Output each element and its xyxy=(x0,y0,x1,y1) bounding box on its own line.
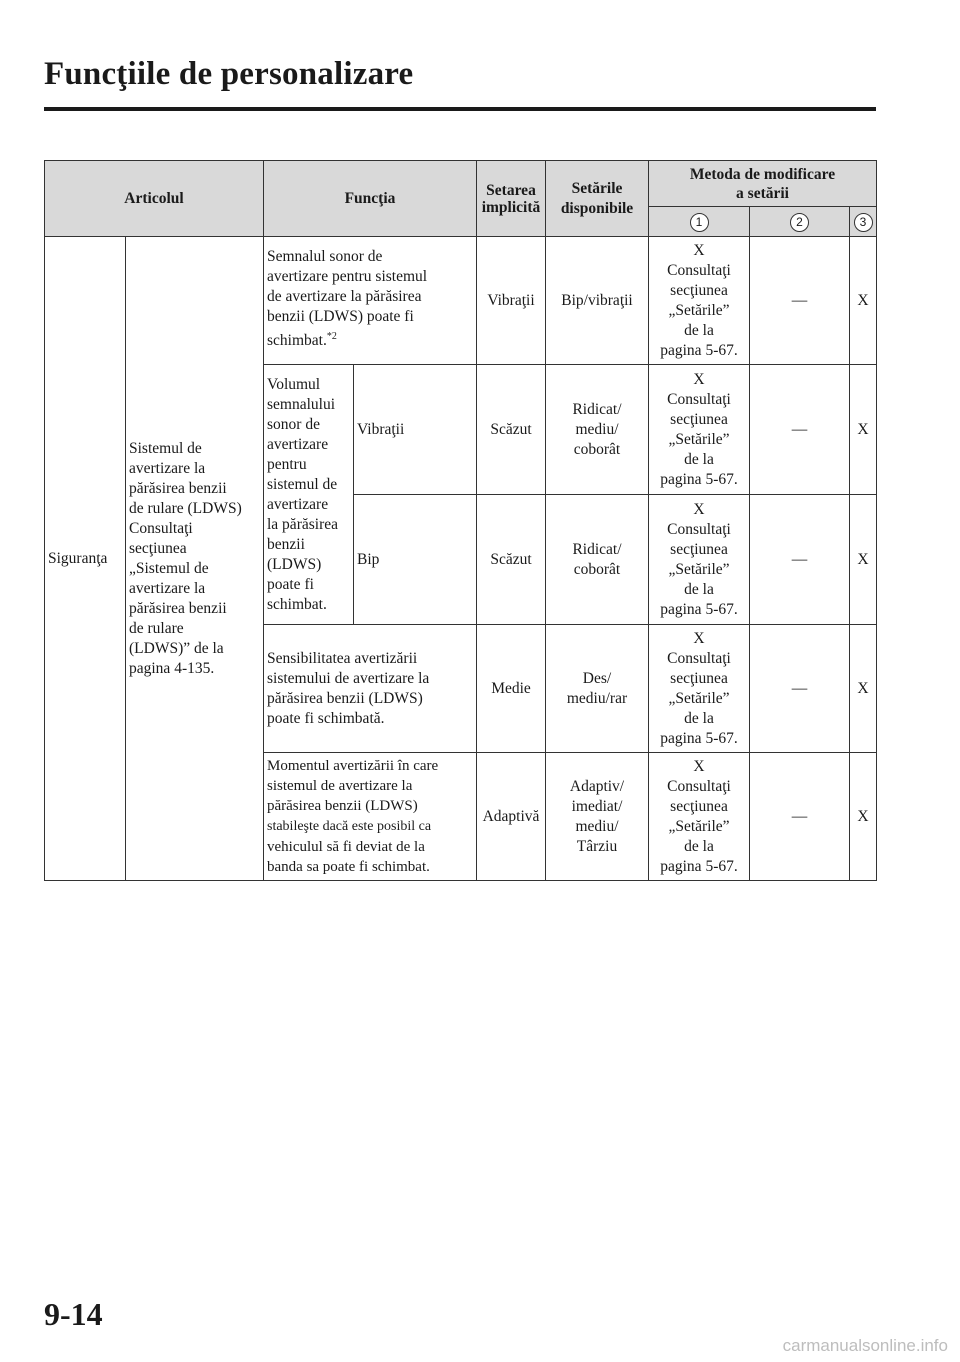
circled-number-2-icon: 2 xyxy=(790,213,809,232)
default-value: Adaptivă xyxy=(477,753,546,881)
page-title: Funcţiile de personalizare xyxy=(44,56,414,92)
header-item: Articolul xyxy=(45,161,264,237)
method-2-cell: — xyxy=(750,495,850,625)
watermark: carmanualsonline.info xyxy=(782,1336,948,1355)
function-cell: Semnalul sonor de avertizare pentru sistemul de avertizare la părăsirea benzii (LDWS) poate fi schimbat.$^{*2}$ xyxy=(264,237,477,365)
function-cell: Sensibilitatea avertizării sistemului de avertizare la părăsirea benzii (LDWS) poate fi schimbată. xyxy=(264,625,477,753)
default-value: Vibraţii xyxy=(477,237,546,365)
method-col-3 xyxy=(850,207,877,237)
header-available: Setările disponibile xyxy=(546,161,649,237)
method-3-cell: X xyxy=(850,495,877,625)
sub-function-cell: Bip xyxy=(354,495,477,625)
header-method: Metoda de modificare a setării xyxy=(649,161,877,207)
available-values: Bip/vibraţii xyxy=(546,237,649,365)
method-1-cell: X Consultaţi secţiunea „Setările” de la pagina 5-67. xyxy=(649,625,750,753)
header-default: Setarea implicită xyxy=(477,161,546,237)
available-values: Ridicat/ coborât xyxy=(546,495,649,625)
method-3-cell: X xyxy=(850,237,877,365)
method-1-cell: X Consultaţi secţiunea „Setările” de la pagina 5-67. xyxy=(649,237,750,365)
settings-table xyxy=(44,160,877,881)
available-values: Adaptiv/ imediat/ mediu/ Târziu xyxy=(546,753,649,881)
title-rule xyxy=(44,107,876,111)
method-3-cell: X xyxy=(850,625,877,753)
system-cell: Sistemul de avertizare la părăsirea benzii de rulare (LDWS) Consultaţi secţiunea „Sistemul de avertizare la părăsirea benzii de rulare (LDWS)” de la pagina 4-135. xyxy=(126,237,264,881)
default-value: Medie xyxy=(477,625,546,753)
method-2-cell: — xyxy=(750,237,850,365)
function-cell: Momentul avertizării în care sistemul de avertizare la părăsirea benzii (LDWS) stabileşte dacă este posibil ca vehiculul să fi deviat de la banda sa poate fi schimbat. xyxy=(264,753,477,881)
circled-number-1-icon: 1 xyxy=(690,213,709,232)
method-1-cell: X Consultaţi secţiunea „Setările” de la pagina 5-67. xyxy=(649,365,750,495)
available-values: Ridicat/ mediu/ coborât xyxy=(546,365,649,495)
default-value: Scăzut xyxy=(477,365,546,495)
footnote-marker: *2 xyxy=(326,331,337,342)
sub-function-cell: Vibraţii xyxy=(354,365,477,495)
method-2-cell: — xyxy=(750,625,850,753)
method-1-cell: X Consultaţi secţiunea „Setările” de la pagina 5-67. xyxy=(649,753,750,881)
method-2-cell: — xyxy=(750,753,850,881)
method-3-cell: X xyxy=(850,365,877,495)
table-row xyxy=(45,237,877,365)
circled-number-3-icon: 3 xyxy=(854,213,873,232)
category-cell: Siguranţa xyxy=(45,237,126,881)
default-value: Scăzut xyxy=(477,495,546,625)
method-3-cell: X xyxy=(850,753,877,881)
available-values: Des/ mediu/rar xyxy=(546,625,649,753)
method-col-1 xyxy=(649,207,750,237)
function-group-cell: Volumul semnalului sonor de avertizare pentru sistemul de avertizare la părăsirea benzii (LDWS) poate fi schimbat. xyxy=(264,365,354,625)
method-col-2 xyxy=(750,207,850,237)
method-2-cell: — xyxy=(750,365,850,495)
page-number: 9-14 xyxy=(44,1296,103,1332)
header-function: Funcţia xyxy=(264,161,477,237)
method-1-cell: X Consultaţi secţiunea „Setările” de la pagina 5-67. xyxy=(649,495,750,625)
